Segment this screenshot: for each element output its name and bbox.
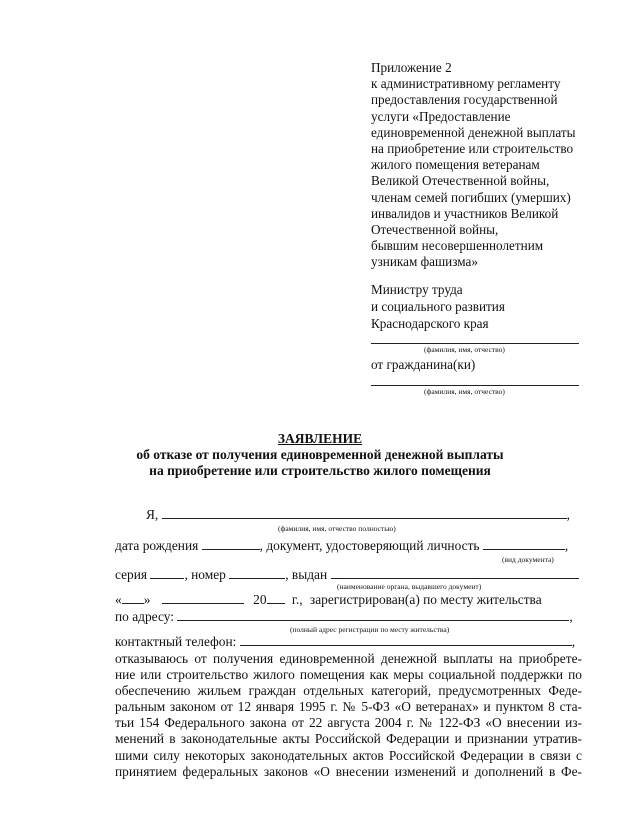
paragraph-line: ние или строительство жилого помещения как меры социальной поддержки по [115, 667, 582, 683]
i-label: Я, [146, 507, 159, 522]
appendix-line: членам семей погибших (умерших) [371, 189, 571, 205]
comma: , [571, 634, 576, 649]
form-line-address [115, 609, 573, 625]
paragraph-line: тьи 154 Федерального закона от 22 августа 2004 г. № 122-ФЗ «О внесении из- [115, 715, 582, 731]
issued-label: , выдан [285, 567, 328, 582]
registered-label: зарегистрирован(а) по месту жительства [309, 592, 542, 607]
full-name-field[interactable] [162, 507, 567, 519]
year-suffix: г., [291, 592, 303, 607]
form-line-name [146, 507, 570, 523]
series-field[interactable] [150, 567, 184, 579]
form-line-phone [115, 634, 575, 650]
document-subtitle-line: на приобретение или строительство жилого помещения [149, 463, 491, 478]
appendix-line: единовременной денежной выплаты [371, 124, 576, 140]
issued-by-field[interactable] [331, 567, 579, 579]
appendix-line: на приобретение или строительство [371, 141, 574, 157]
appendix-line: Отечественной войны, [371, 222, 499, 238]
appendix-line: предоставления государственной [371, 92, 558, 108]
appendix-line: бывшим несовершеннолетним [371, 238, 544, 254]
appendix-line: жилого помещения ветеранам [371, 157, 540, 173]
addressee-block [371, 281, 601, 332]
series-label: серия [115, 567, 148, 582]
form-line-birth [115, 538, 568, 554]
applicant-name-caption: (фамилия, имя, отчество) [424, 345, 505, 354]
form-line-date [115, 592, 582, 608]
number-field[interactable] [229, 567, 285, 579]
appendix-line: узникам фашизма» [371, 254, 478, 270]
comma: , [564, 538, 569, 553]
paragraph-line: шими силу некоторых законодательных актов Российской Федерации в связи с [115, 747, 582, 763]
birth-date-field[interactable] [202, 538, 260, 550]
addressee-line: Министру труда [371, 282, 463, 297]
appendix-line: услуги «Предоставление [371, 108, 511, 124]
from-name-field[interactable] [371, 385, 579, 386]
appendix-block [371, 60, 601, 271]
comma: , [569, 609, 573, 624]
addressee-line: Краснодарского края [371, 316, 489, 331]
appendix-line: Великой Отечественной войны, [371, 173, 550, 189]
appendix-line: инвалидов и участников Великой [371, 205, 559, 221]
paragraph-line: менений в законодательные акты Российской Федерации и признании утратив- [115, 731, 582, 747]
phone-field[interactable] [240, 634, 572, 646]
full-name-caption: (фамилия, имя, отчество полностью) [278, 524, 396, 533]
year-prefix: 20 [253, 592, 267, 607]
paragraph-line: принятием федеральных законов «О внесении изменений и дополнений в Фе- [115, 763, 582, 779]
paragraph-line: ральным законом от 12 января 1995 г. № 5-ФЗ «О ветеранах» и пунктом 8 ста- [115, 699, 582, 715]
document-subtitle-line: об отказе от получения единовременной денежной выплаты [136, 447, 504, 462]
from-label: от гражданина(ки) [371, 357, 476, 372]
document-type-field[interactable] [483, 538, 565, 550]
address-caption: (полный адрес регистрации по месту жительства) [290, 625, 450, 634]
comma: , [566, 507, 570, 522]
appendix-line: Приложение 2 [371, 60, 452, 75]
quote-open: « [115, 592, 122, 607]
month-field[interactable] [162, 592, 244, 604]
day-field[interactable] [122, 592, 144, 604]
paragraph-line: отказываюсь от получения единовременной денежной выплаты на приобрете- [115, 651, 582, 666]
form-line-series [115, 567, 579, 583]
document-title: ЗАЯВЛЕНИЕ [277, 431, 363, 446]
birth-label: дата рождения [115, 538, 199, 553]
paragraph-line: обеспечению жильем граждан отдельных категорий, предусмотренных Феде- [115, 683, 582, 699]
from-name-caption: (фамилия, имя, отчество) [424, 387, 505, 396]
appendix-line: к административному регламенту [371, 76, 561, 92]
phone-label: контактный телефон: [115, 634, 237, 649]
applicant-name-field[interactable] [371, 343, 579, 344]
address-field[interactable] [177, 609, 569, 621]
number-label: , номер [184, 567, 226, 582]
issued-by-caption: (наименование органа, выдавшего документ) [337, 582, 482, 591]
year-field[interactable] [267, 592, 285, 604]
addressee-line: и социального развития [371, 299, 505, 314]
refusal-paragraph [115, 651, 582, 780]
address-label: по адресу: [115, 609, 174, 624]
document-label: , документ, удостоверяющий личность [259, 538, 480, 553]
quote-close: » [143, 592, 151, 607]
document-type-caption: (вид документа) [502, 555, 554, 564]
